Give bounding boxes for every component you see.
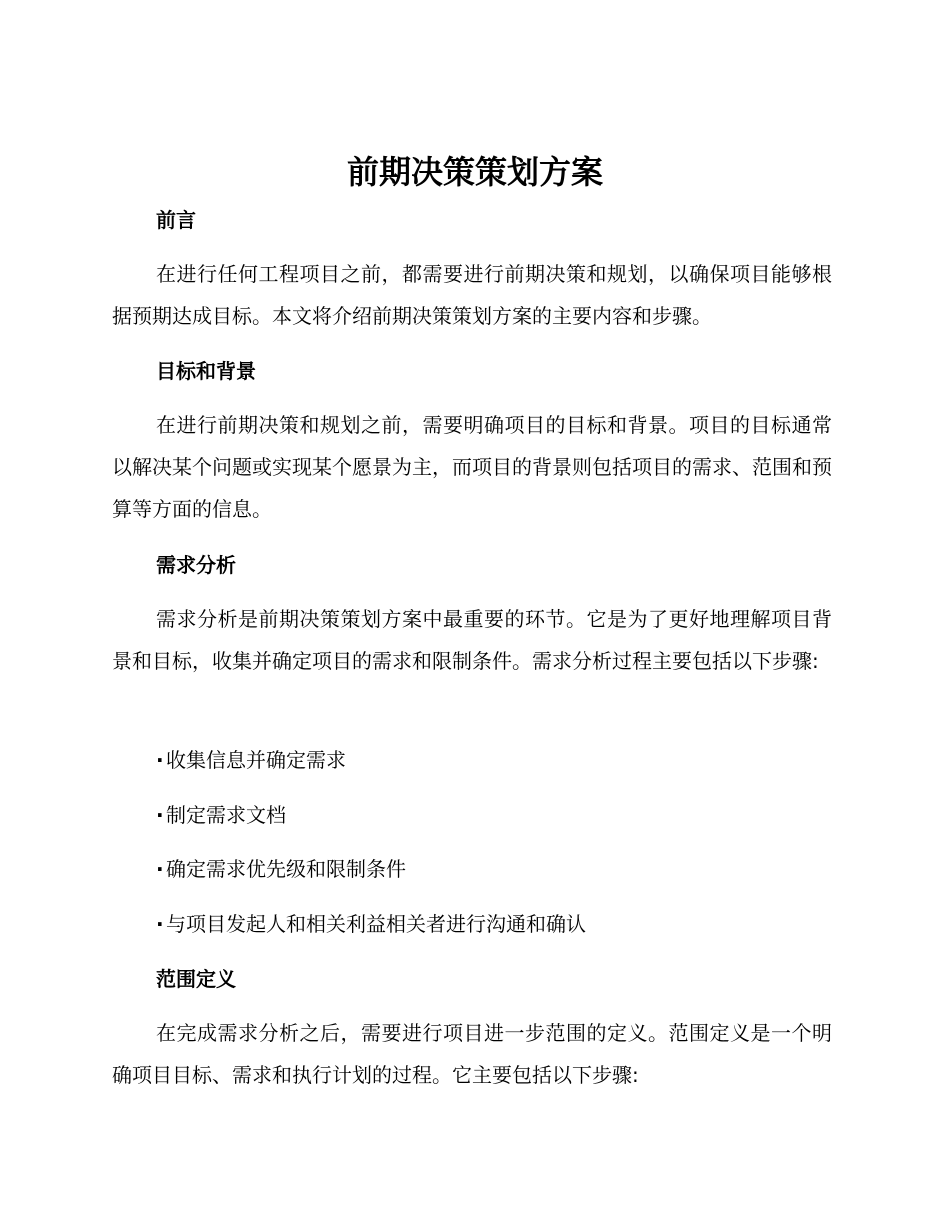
section-heading-scope-definition: 范围定义 bbox=[156, 967, 236, 991]
list-item bbox=[156, 745, 346, 775]
section-heading-goals-background: 目标和背景 bbox=[156, 359, 256, 383]
list-item-text: 收集信息并确定需求 bbox=[166, 748, 346, 772]
section-paragraph-preface: 在进行任何工程项目之前，都需要进行前期决策和规划，以确保项目能够根据预期达成目标。本文将介绍前期决策策划方案的主要内容和步骤。 bbox=[112, 262, 832, 328]
section-paragraph-scope-definition: 在完成需求分析之后，需要进行项目进一步范围的定义。范围定义是一个明确项目目标、需求和执行计划的过程。它主要包括以下步骤: bbox=[112, 1021, 832, 1087]
document-title: 前期决策策划方案 bbox=[346, 153, 603, 191]
bullet-marker: · bbox=[156, 857, 164, 881]
list-item-text: 确定需求优先级和限制条件 bbox=[166, 857, 406, 881]
section-heading-preface: 前言 bbox=[156, 208, 196, 232]
bullet-marker: · bbox=[156, 803, 164, 827]
bullet-marker: · bbox=[156, 748, 164, 772]
section-paragraph-requirements-analysis: 需求分析是前期决策策划方案中最重要的环节。它是为了更好地理解项目背景和目标，收集并确定项目的需求和限制条件。需求分析过程主要包括以下步骤: bbox=[112, 607, 832, 673]
section-paragraph-goals-background: 在进行前期决策和规划之前，需要明确项目的目标和背景。项目的目标通常以解决某个问题或实现某个愿景为主，而项目的背景则包括项目的需求、范围和预算等方面的信息。 bbox=[112, 413, 832, 521]
list-item bbox=[156, 800, 286, 830]
bullet-marker: · bbox=[156, 912, 164, 936]
list-item bbox=[156, 909, 586, 939]
section-heading-requirements-analysis: 需求分析 bbox=[156, 553, 236, 577]
list-item-text: 制定需求文档 bbox=[166, 803, 286, 827]
list-item-text: 与项目发起人和相关利益相关者进行沟通和确认 bbox=[166, 912, 586, 936]
list-item bbox=[156, 854, 406, 884]
